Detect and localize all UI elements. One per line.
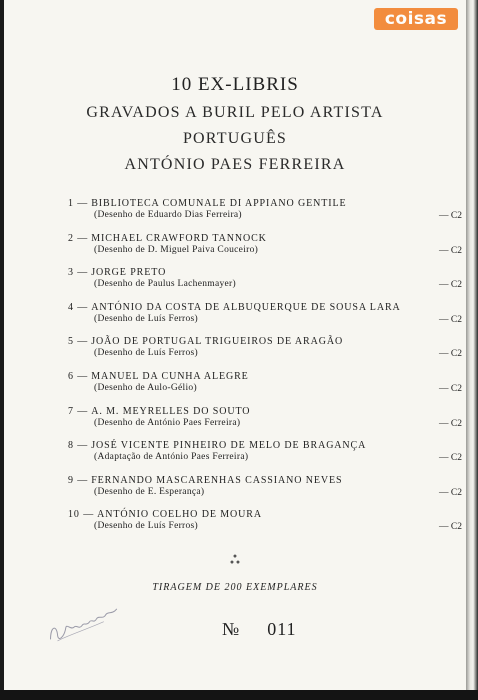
header-block xyxy=(4,74,466,182)
item-title: ANTÓNIO COELHO DE MOURA xyxy=(97,509,262,521)
list-item xyxy=(68,336,462,371)
ornament-asterism: ● ● ● xyxy=(229,552,241,566)
item-credit: (Desenho de D. Miguel Paiva Couceiro) xyxy=(94,244,259,255)
item-code: — C2 xyxy=(439,383,462,394)
item-title: JOÃO DE PORTUGAL TRIGUEIROS DE ARAGÃO xyxy=(91,336,344,348)
item-number: 9 — xyxy=(68,474,89,486)
item-code: — C2 xyxy=(439,522,462,533)
ex-libris-list xyxy=(68,198,462,544)
item-number: 8 — xyxy=(68,440,89,452)
list-item xyxy=(68,509,462,544)
item-code: — C2 xyxy=(439,418,462,429)
item-code: — C2 xyxy=(439,280,462,291)
list-item xyxy=(68,267,462,302)
subtitle-line-3: ANTÓNIO PAES FERREIRA xyxy=(124,156,346,173)
item-credit: (Desenho de Luís Ferros) xyxy=(94,521,199,532)
item-title: ANTÓNIO DA COSTA DE ALBUQUERQUE DE SOUSA LARA xyxy=(91,301,401,313)
item-number: 6 — xyxy=(68,370,89,382)
item-credit: (Desenho de Luís Ferros) xyxy=(94,348,199,359)
list-item xyxy=(68,233,462,268)
item-number: 1 — xyxy=(68,198,89,209)
numero-symbol: № xyxy=(222,619,240,639)
copy-number xyxy=(222,619,297,640)
edition-note: TIRAGEM DE 200 EXEMPLARES xyxy=(152,582,318,593)
list-item xyxy=(68,371,462,406)
item-code: — C2 xyxy=(439,245,462,256)
handwritten-signature-icon xyxy=(41,596,128,654)
item-number: 2 — xyxy=(68,232,89,244)
item-number: 4 — xyxy=(68,301,89,313)
item-credit: (Desenho de Paulus Lachenmayer) xyxy=(94,279,236,290)
list-item xyxy=(68,475,462,510)
item-number: 10 — xyxy=(68,509,95,521)
subtitle-line-1: GRAVADOS A BURIL PELO ARTISTA xyxy=(86,104,384,121)
list-item xyxy=(68,440,462,475)
item-title: FERNANDO MASCARENHAS CASSIANO NEVES xyxy=(91,474,343,486)
item-credit: (Desenho de António Paes Ferreira) xyxy=(94,417,241,428)
item-number: 7 — xyxy=(68,405,89,417)
item-number: 3 — xyxy=(68,267,89,279)
list-item xyxy=(68,406,462,441)
watermark-logo: coisas xyxy=(374,8,458,30)
item-title: A. M. MEYRELLES DO SOUTO xyxy=(91,405,251,417)
item-title: MICHAEL CRAWFORD TANNOCK xyxy=(91,232,267,244)
item-code: — C2 xyxy=(439,211,462,221)
item-credit: (Desenho de Luís Ferros) xyxy=(94,313,199,324)
page-title: 10 EX-LIBRIS xyxy=(171,74,299,95)
page-edge-bottom xyxy=(0,690,478,700)
item-code: — C2 xyxy=(439,453,462,464)
page-edge-right xyxy=(466,0,478,700)
item-credit: (Adaptação de António Paes Ferreira) xyxy=(94,452,249,463)
numero-value: 011 xyxy=(267,619,297,639)
item-code: — C2 xyxy=(439,314,462,325)
item-title: MANUEL DA CUNHA ALEGRE xyxy=(91,370,249,382)
item-title: JOSÉ VICENTE PINHEIRO DE MELO DE BRAGANÇA xyxy=(91,440,367,452)
item-title: JORGE PRETO xyxy=(91,267,167,279)
item-code: — C2 xyxy=(439,349,462,360)
item-credit: (Desenho de Aulo-Gélio) xyxy=(94,382,197,393)
list-item xyxy=(68,302,462,337)
list-item xyxy=(68,198,462,233)
document-page xyxy=(4,0,466,690)
item-credit: (Desenho de E. Esperança) xyxy=(94,486,205,497)
item-number: 5 — xyxy=(68,336,89,348)
item-credit: (Desenho de Eduardo Dias Ferreira) xyxy=(94,210,242,220)
subtitle-line-2: PORTUGUÊS xyxy=(182,130,288,147)
item-code: — C2 xyxy=(439,487,462,498)
item-title: BIBLIOTECA COMUNALE DI APPIANO GENTILE xyxy=(91,198,347,209)
